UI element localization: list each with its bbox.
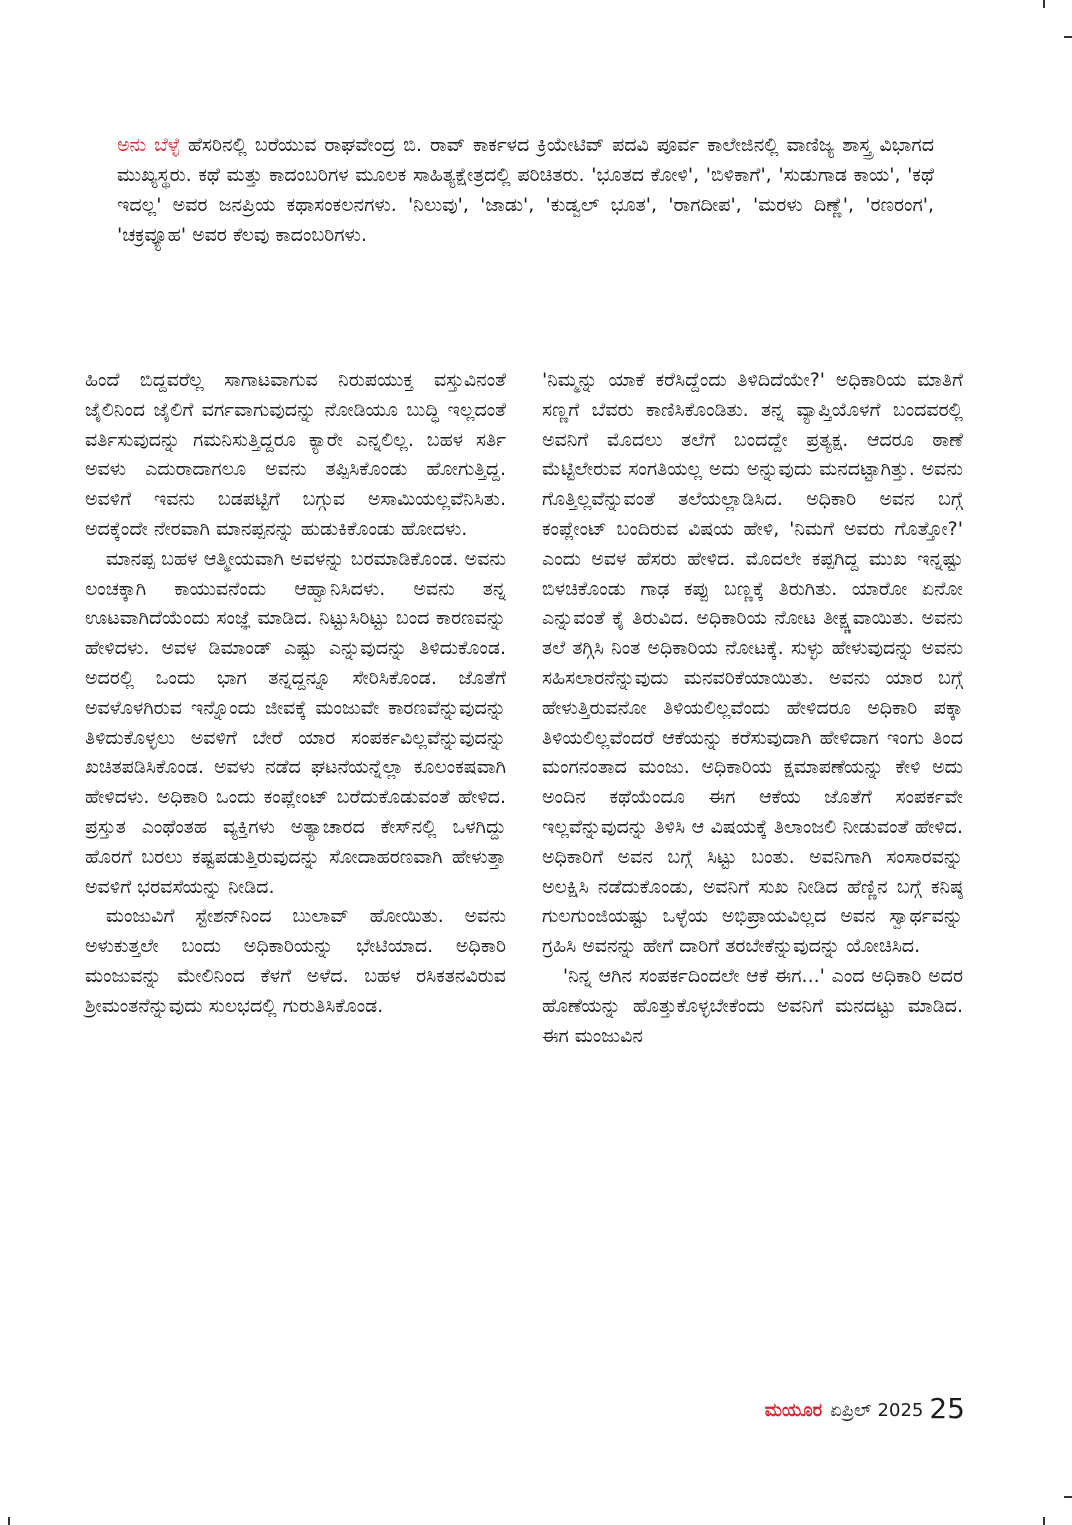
article-column-right — [542, 366, 963, 1051]
crop-mark-right-top — [1064, 36, 1072, 38]
issue-year: 2025 — [877, 1400, 924, 1421]
magazine-name: ಮಯೂರ — [764, 1400, 823, 1421]
paragraph: ಮಂಜುವಿಗೆ ಸ್ಟೇಶನ್‌ನಿಂದ ಬುಲಾವ್ ಹೋಯಿತು. ಅವನು ಅಳುಕುತ್ತಲೇ ಬಂದು ಅಧಿಕಾರಿಯನ್ನು ಭೇಟಿಯಾದ. ಅಧಿಕಾರಿ ಮಂಜುವನ್ನು ಮೇಲಿನಿಂದ ಕೆಳಗೆ ಅಳೆದ. ಬಹಳ ರಸಿಕತನವಿರುವ ಶ್ರೀಮಂತನೆನ್ನುವುದು ಸುಲಭದಲ್ಲಿ ಗುರುತಿಸಿಕೊಂಡ. — [85, 905, 506, 1017]
crop-mark-bottom-right — [1043, 1517, 1045, 1525]
author-bio: ಹೆಸರಿನಲ್ಲಿ ಬರೆಯುವ ರಾಘವೇಂದ್ರ ಬಿ. ರಾವ್ ಕಾರ್ಕಳದ ಕ್ರಿಯೇಟಿವ್ ಪದವಿ ಪೂರ್ವ ಕಾಲೇಜಿನಲ್ಲಿ ವಾಣಿಜ್ಯ ಶಾಸ್ತ್ರ ವಿಭಾಗದ ಮುಖ್ಯಸ್ಥರು. ಕಥೆ ಮತ್ತು ಕಾದಂಬರಿಗಳ ಮೂಲಕ ಸಾಹಿತ್ಯಕ್ಷೇತ್ರದಲ್ಲಿ ಪರಿಚಿತರು. 'ಭೂತದ ಕೋಳಿ', 'ಬಿಳಿಕಾಗೆ', 'ಸುಡುಗಾಡ ಕಾಯ', 'ಕಥೆ ಇದಲ್ಲ' ಅವರ ಜನಪ್ರಿಯ ಕಥಾಸಂಕಲನಗಳು. 'ನಿಲುವು', 'ಜಾಡು', 'ಕುಡ್ವಲ್ ಭೂತ', 'ರಾಗದೀಪ', 'ಮರಳು ದಿಣ್ಣೆ', 'ರಣರಂಗ', 'ಚಕ್ರವ್ಯೂಹ' ಅವರ ಕೆಲವು ಕಾದಂಬರಿಗಳು. — [117, 134, 934, 246]
paragraph: ಮಾನಪ್ಪ ಬಹಳ ಆತ್ಮೀಯವಾಗಿ ಅವಳನ್ನು ಬರಮಾಡಿಕೊಂಡ. ಅವನು ಲಂಚಕ್ಕಾಗಿ ಕಾಯುವನೆಂದು ಆಹ್ವಾನಿಸಿದಳು. ಅವನು ತನ್ನ ಊಟವಾಗಿದೆಯೆಂದು ಸಂಜ್ಞೆ ಮಾಡಿದ. ನಿಟ್ಟುಸಿರಿಟ್ಟು ಬಂದ ಕಾರಣವನ್ನು ಹೇಳಿದಳು. ಅವಳ ಡಿಮಾಂಡ್ ಎಷ್ಟು ಎನ್ನುವುದನ್ನು ತಿಳಿದುಕೊಂಡ. ಅದರಲ್ಲಿ ಒಂದು ಭಾಗ ತನ್ನದ್ದನ್ನೂ ಸೇರಿಸಿಕೊಂಡ. ಜೊತೆಗೆ ಅವಳೊಳಗಿರುವ ಇನ್ನೊಂದು ಜೀವಕ್ಕೆ ಮಂಜುವೇ ಕಾರಣವೆನ್ನುವುದನ್ನು ತಿಳಿದುಕೊಳ್ಳಲು ಅವಳಿಗೆ ಬೇರೆ ಯಾರ ಸಂಪರ್ಕವಿಲ್ಲವೆನ್ನುವುದನ್ನು ಖಚಿತಪಡಿಸಿಕೊಂಡ. ಅವಳು ನಡೆದ ಘಟನೆಯನ್ನೆಲ್ಲಾ ಕೂಲಂಕಷವಾಗಿ ಹೇಳಿದಳು. ಅಧಿಕಾರಿ ಒಂದು ಕಂಪ್ಲೇಂಟ್ ಬರೆದುಕೊಡುವಂತೆ ಹೇಳಿದ. ಪ್ರಸ್ತುತ ಎಂಥೆಂತಹ ವ್ಯಕ್ತಿಗಳು ಅತ್ಯಾಚಾರದ ಕೇಸ್‌ನಲ್ಲಿ ಒಳಗಿದ್ದು ಹೊರಗೆ ಬರಲು ಕಷ್ಟಪಡುತ್ತಿರುವುದನ್ನು ಸೋದಾಹರಣವಾಗಿ ಹೇಳುತ್ತಾ ಅವಳಿಗೆ ಭರವಸೆಯನ್ನು ನೀಡಿದ. — [85, 547, 506, 898]
page-number: 25 — [929, 1392, 965, 1425]
issue-month: ಏಪ್ರಿಲ್ — [830, 1400, 872, 1421]
article-column-left — [85, 366, 506, 1022]
paragraph: 'ನಿಮ್ಮನ್ನು ಯಾಕೆ ಕರೆಸಿದ್ದೆಂದು ತಿಳಿದಿದೆಯೇ?' ಅಧಿಕಾರಿಯ ಮಾತಿಗೆ ಸಣ್ಣಗೆ ಬೆವರು ಕಾಣಿಸಿಕೊಂಡಿತು. ತನ್ನ ವ್ಯಾಪ್ತಿಯೊಳಗೆ ಬಂದವರಲ್ಲಿ ಅವನಿಗೆ ಮೊದಲು ತಲೆಗೆ ಬಂದದ್ದೇ ಪ್ರತ್ಯಕ್ಷ. ಆದರೂ ಠಾಣೆ ಮೆಟ್ಟಿಲೇರುವ ಸಂಗತಿಯಲ್ಲ ಅದು ಅನ್ನುವುದು ಮನದಟ್ಟಾಗಿತ್ತು. ಅವನು ಗೊತ್ತಿಲ್ಲವೆನ್ನುವಂತೆ ತಲೆಯಲ್ಲಾಡಿಸಿದ. ಅಧಿಕಾರಿ ಅವನ ಬಗ್ಗೆ ಕಂಪ್ಲೇಂಟ್ ಬಂದಿರುವ ವಿಷಯ ಹೇಳಿ, 'ನಿಮಗೆ ಅವರು ಗೊತ್ತೋ?' ಎಂದು ಅವಳ ಹೆಸರು ಹೇಳಿದ. ಮೊದಲೇ ಕಪ್ಪಗಿದ್ದ ಮುಖ ಇನ್ನಷ್ಟು ಬಿಳಚಿಕೊಂಡು ಗಾಢ ಕಪ್ಪು ಬಣ್ಣಕ್ಕೆ ತಿರುಗಿತು. ಯಾರೋ ಏನೋ ಎನ್ನುವಂತೆ ಕೈ ತಿರುವಿದ. ಅಧಿಕಾರಿಯ ನೋಟ ತೀಕ್ಷ್ಣವಾಯಿತು. ಅವನು ತಲೆ ತಗ್ಗಿಸಿ ನಿಂತ ಅಧಿಕಾರಿಯ ನೋಟಕ್ಕೆ. ಸುಳ್ಳು ಹೇಳುವುದನ್ನು ಅವನು ಸಹಿಸಲಾರನೆನ್ನುವುದು ಮನವರಿಕೆಯಾಯಿತು. ಅವನು ಯಾರ ಬಗ್ಗೆ ಹೇಳುತ್ತಿರುವನೋ ತಿಳಿಯಲಿಲ್ಲವೆಂದು ಹೇಳಿದರೂ ಅಧಿಕಾರಿ ಪಕ್ಕಾ ತಿಳಿಯಲಿಲ್ಲವೆಂದರೆ ಆಕೆಯನ್ನು ಕರೆಸುವುದಾಗಿ ಹೇಳಿದಾಗ ಇಂಗು ತಿಂದ ಮಂಗನಂತಾದ ಮಂಜು. ಅಧಿಕಾರಿಯ ಕ್ಷಮಾಪಣೆಯನ್ನು ಕೇಳಿ ಅದು ಅಂದಿನ ಕಥೆಯೆಂದೂ ಈಗ ಆಕೆಯ ಜೊತೆಗೆ ಸಂಪರ್ಕವೇ ಇಲ್ಲವೆನ್ನುವುದನ್ನು ತಿಳಿಸಿ ಆ ವಿಷಯಕ್ಕೆ ತಿಲಾಂಜಲಿ ನೀಡುವಂತೆ ಹೇಳಿದ. ಅಧಿಕಾರಿಗೆ ಅವನ ಬಗ್ಗೆ ಸಿಟ್ಟು ಬಂತು. ಅವನಿಗಾಗಿ ಸಂಸಾರವನ್ನು ಅಲಕ್ಷಿಸಿ ನಡೆದುಕೊಂಡು, ಅವನಿಗೆ ಸುಖ ನೀಡಿದ ಹೆಣ್ಣಿನ ಬಗ್ಗೆ ಕನಿಷ್ಠ ಗುಲಗುಂಜಿಯಷ್ಟು ಒಳ್ಳೆಯ ಅಭಿಪ್ರಾಯವಿಲ್ಲದ ಅವನ ಸ್ವಾರ್ಥವನ್ನು ಗ್ರಹಿಸಿ ಅವನನ್ನು ಹೇಗೆ ದಾರಿಗೆ ತರಬೇಕೆನ್ನುವುದನ್ನು ಯೋಚಿಸಿದ. — [542, 369, 963, 958]
paragraph: 'ನಿನ್ನ ಆಗಿನ ಸಂಪರ್ಕದಿಂದಲೇ ಆಕೆ ಈಗ...' ಎಂದ ಅಧಿಕಾರಿ ಅದರ ಹೊಣೆಯನ್ನು ಹೊತ್ತುಕೊಳ್ಳಬೇಕೆಂದು ಅವನಿಗೆ ಮನದಟ್ಟು ಮಾಡಿದ. ಈಗ ಮಂಜುವಿನ — [542, 964, 963, 1047]
paragraph: ಹಿಂದೆ ಬಿದ್ದವರೆಲ್ಲ ಸಾಗಾಟವಾಗುವ ನಿರುಪಯುಕ್ತ ವಸ್ತುವಿನಂತೆ ಜೈಲಿನಿಂದ ಜೈಲಿಗೆ ವರ್ಗವಾಗುವುದನ್ನು ನೋಡಿಯೂ ಬುದ್ಧಿ ಇಲ್ಲದಂತೆ ವರ್ತಿಸುವುದನ್ನು ಗಮನಿಸುತ್ತಿದ್ದರೂ ಕ್ಯಾರೇ ಎನ್ನಲಿಲ್ಲ. ಬಹಳ ಸರ್ತಿ ಅವಳು ಎದುರಾದಾಗಲೂ ಅವನು ತಪ್ಪಿಸಿಕೊಂಡು ಹೋಗುತ್ತಿದ್ದ. ಅವಳಿಗೆ ಇವನು ಬಡಪಟ್ಟಿಗೆ ಬಗ್ಗುವ ಅಸಾಮಿಯಲ್ಲವೆನಿಸಿತು. ಅದಕ್ಕೆಂದೇ ನೇರವಾಗಿ ಮಾನಪ್ಪನನ್ನು ಹುಡುಕಿಕೊಂಡು ಹೋದಳು. — [85, 369, 506, 540]
crop-mark-top — [1043, 0, 1045, 8]
crop-mark-bottom-left — [8, 1517, 10, 1525]
author-name: ಅನು ಬೆಳ್ಳೆ — [117, 134, 181, 156]
page-footer — [725, 1392, 965, 1425]
crop-mark-right-bottom — [1064, 1496, 1072, 1498]
author-note — [117, 130, 934, 250]
